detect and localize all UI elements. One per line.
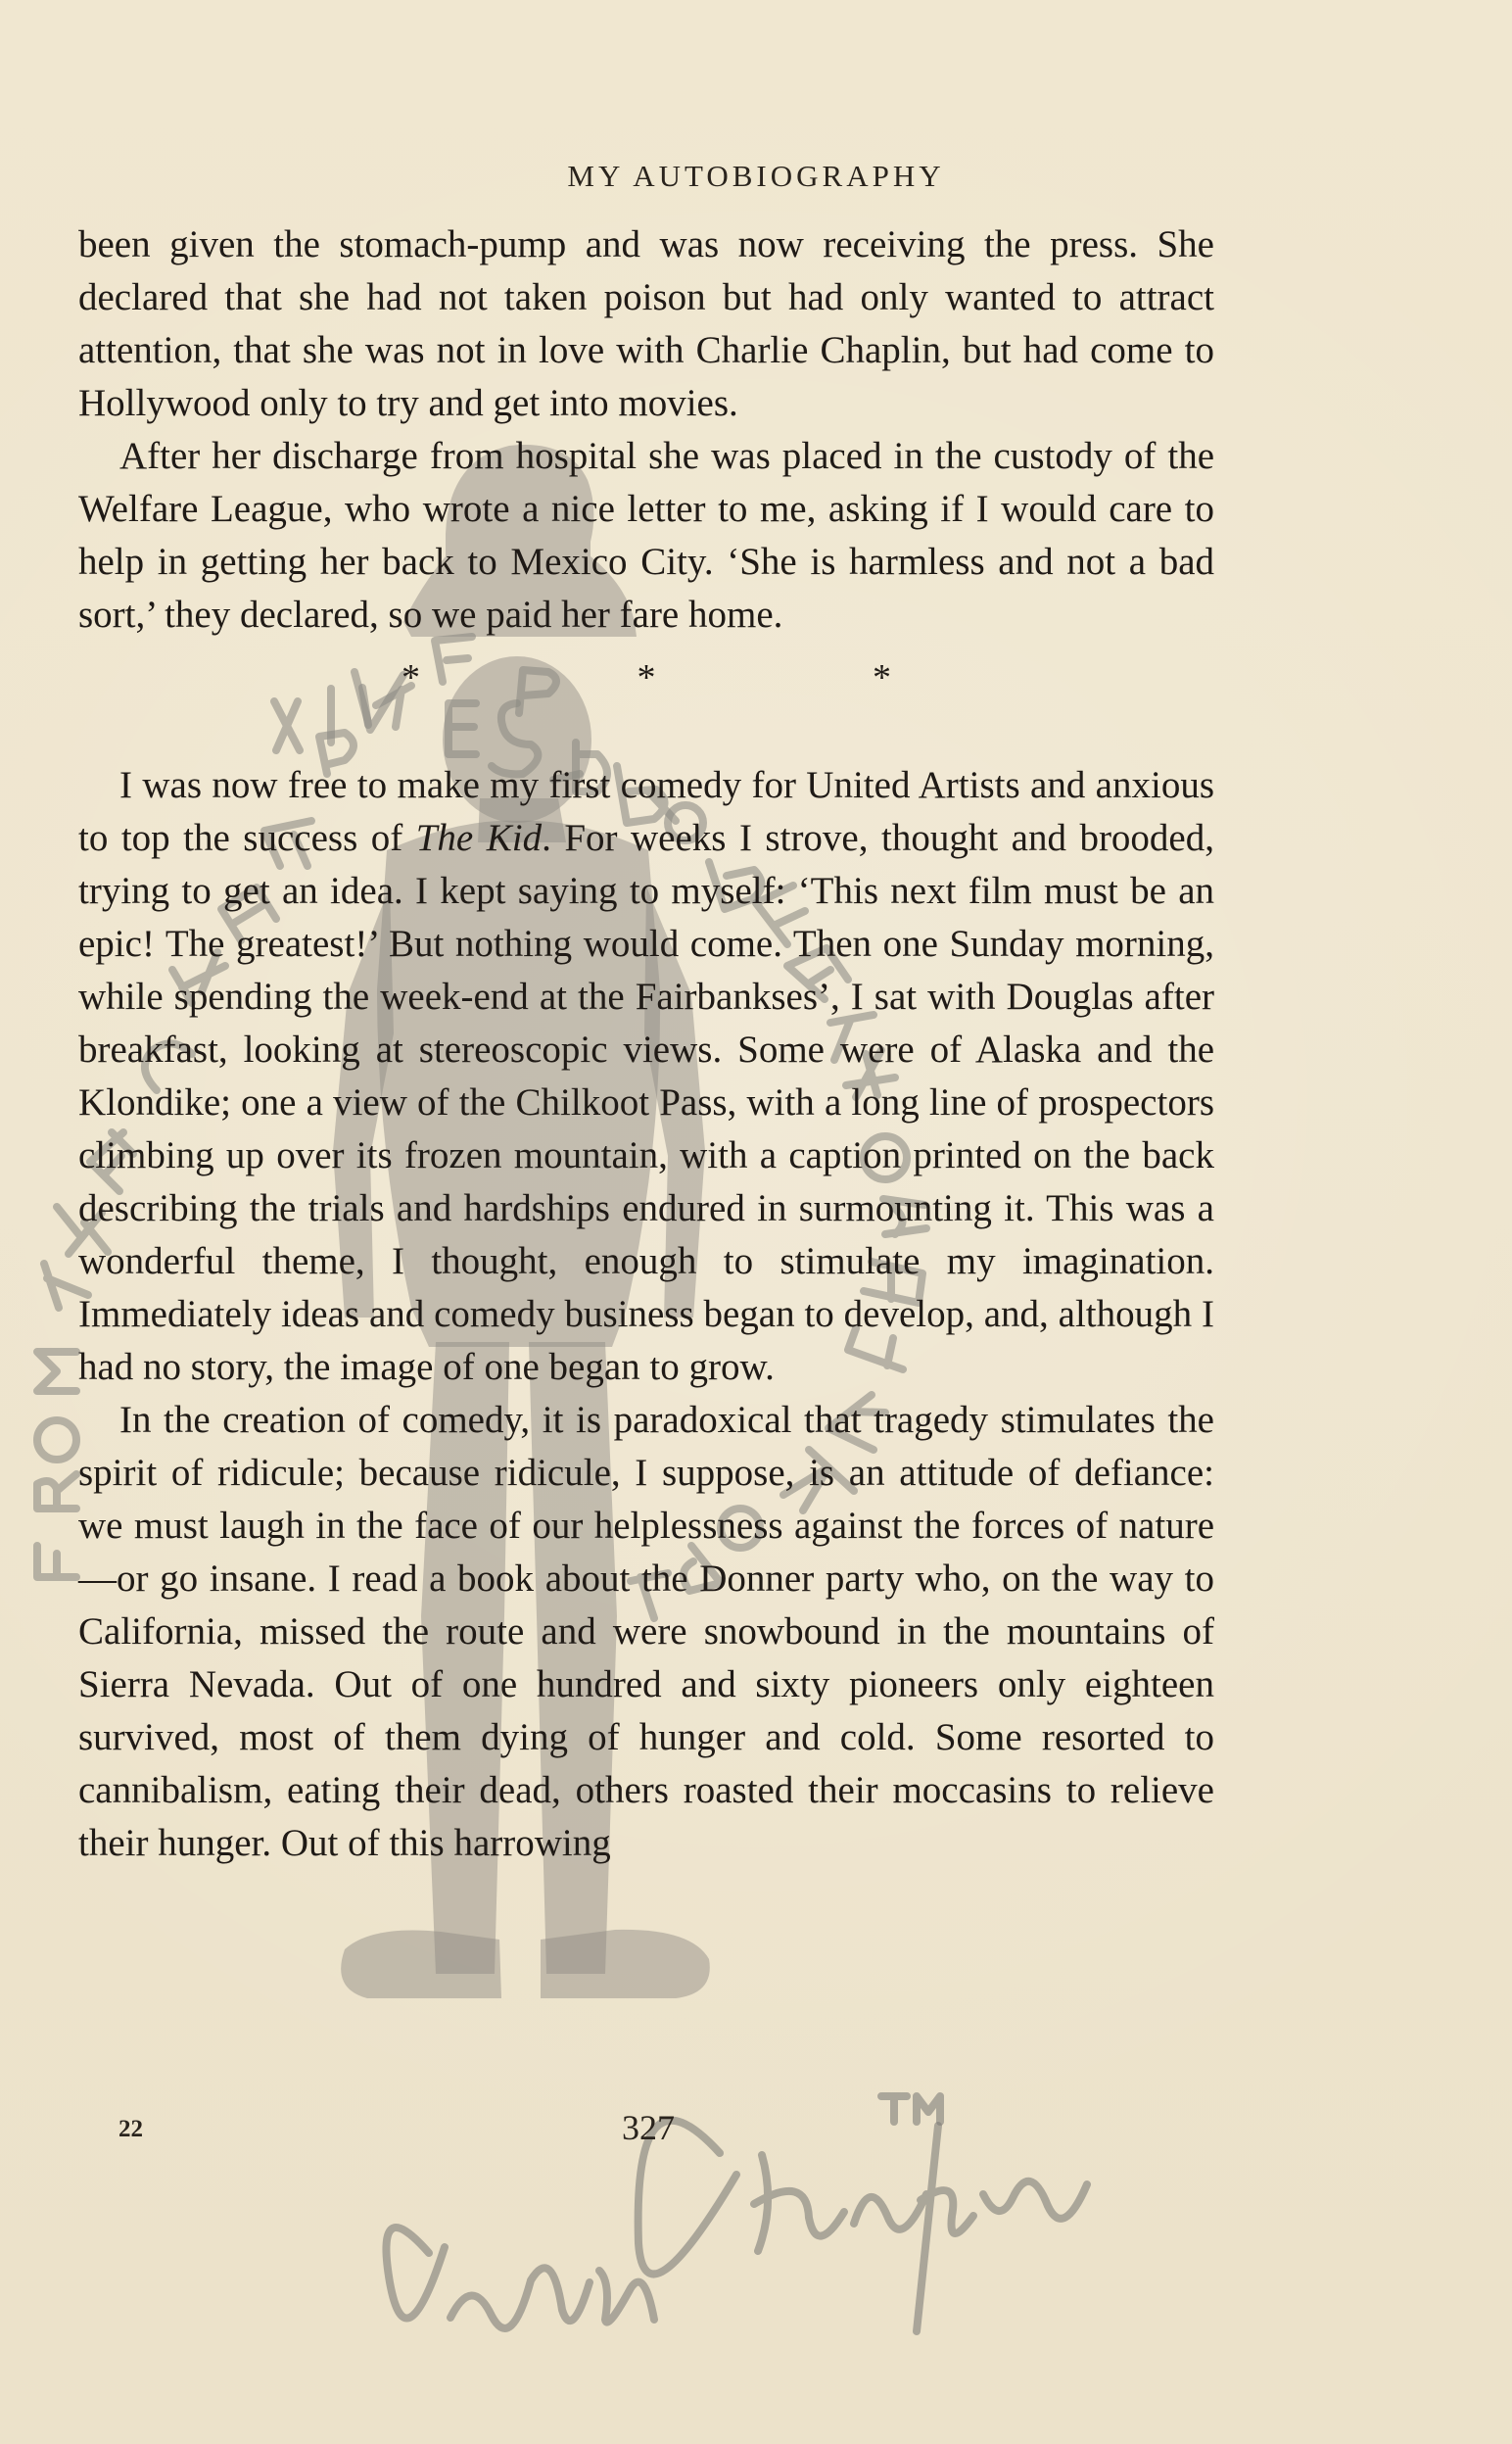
text-before-title: I was now free to make my first comedy for United Artists and anxious to top the success of [78, 764, 1214, 859]
asterisk-2: * [637, 657, 656, 698]
page-number: 327 [622, 2108, 675, 2147]
text-after-title: . For weeks I strove, thought and brooded, trying to get an idea. I kept saying to myself: ‘This next film must be an epic! The greatest!’ But nothing would come. Then one Sunday morning, while spending the week-end at the Fairbankses’, I sat with Douglas after breakfast, looking at stereoscopic views. Some were of Alaska and the Klondike; one a view of the Chilkoot Pass, with a long line of prospectors climbing up over its frozen mountain, with a caption printed on the back describing the trials and hardships endured in surmounting it. This was a wonderful theme, I thought, enough to stimulate my imagination. Immediately ideas and comedy business began to develop, and, although I had no story, the image of one began to grow. [78, 817, 1214, 1388]
asterisk-1: * [402, 657, 420, 698]
charlie-chaplin-signature [386, 2096, 1087, 2331]
section-break-asterisks [402, 651, 891, 704]
running-head: MY AUTOBIOGRAPHY [567, 159, 945, 193]
body-text [78, 218, 1214, 1870]
paragraph-united-artists [78, 759, 1214, 1394]
asterisk-3: * [873, 657, 891, 698]
paragraph-continued: been given the stomach-pump and was now receiving the press. She declared that she had not taken poison but had only wanted to attract attention, that she was not in love with Charlie Chaplin, but had come to Hollywood only to try and get into movies. [78, 223, 1214, 424]
paragraph-welfare-league: After her discharge from hospital she was placed in the custody of the Welfare League, who wrote a nice letter to me, asking if I would care to help in getting her back to Mexico City. ‘She is harmless and not a bad sort,’ they declared, so we paid her fare home. [78, 435, 1214, 636]
paragraph-creation-of-comedy: In the creation of comedy, it is paradoxical that tragedy stimulates the spirit of ridicule; because ridicule, I suppose, is an attitude of defiance: we must laugh in the face of our helplessness against the forces of nature—or go insane. I read a book about the Donner party who, on the way to California, missed the route and were snowbound in the mountains of Sierra Nevada. Out of one hundred and sixty pioneers only eighteen survived, most of them dying of hunger and cold. Some resorted to cannibalism, eating their dead, others roasted their moccasins to relieve their hunger. Out of this harrowing [78, 1399, 1214, 1864]
film-title-the-kid: The Kid [415, 817, 543, 859]
signature-mark: 22 [118, 2116, 143, 2142]
